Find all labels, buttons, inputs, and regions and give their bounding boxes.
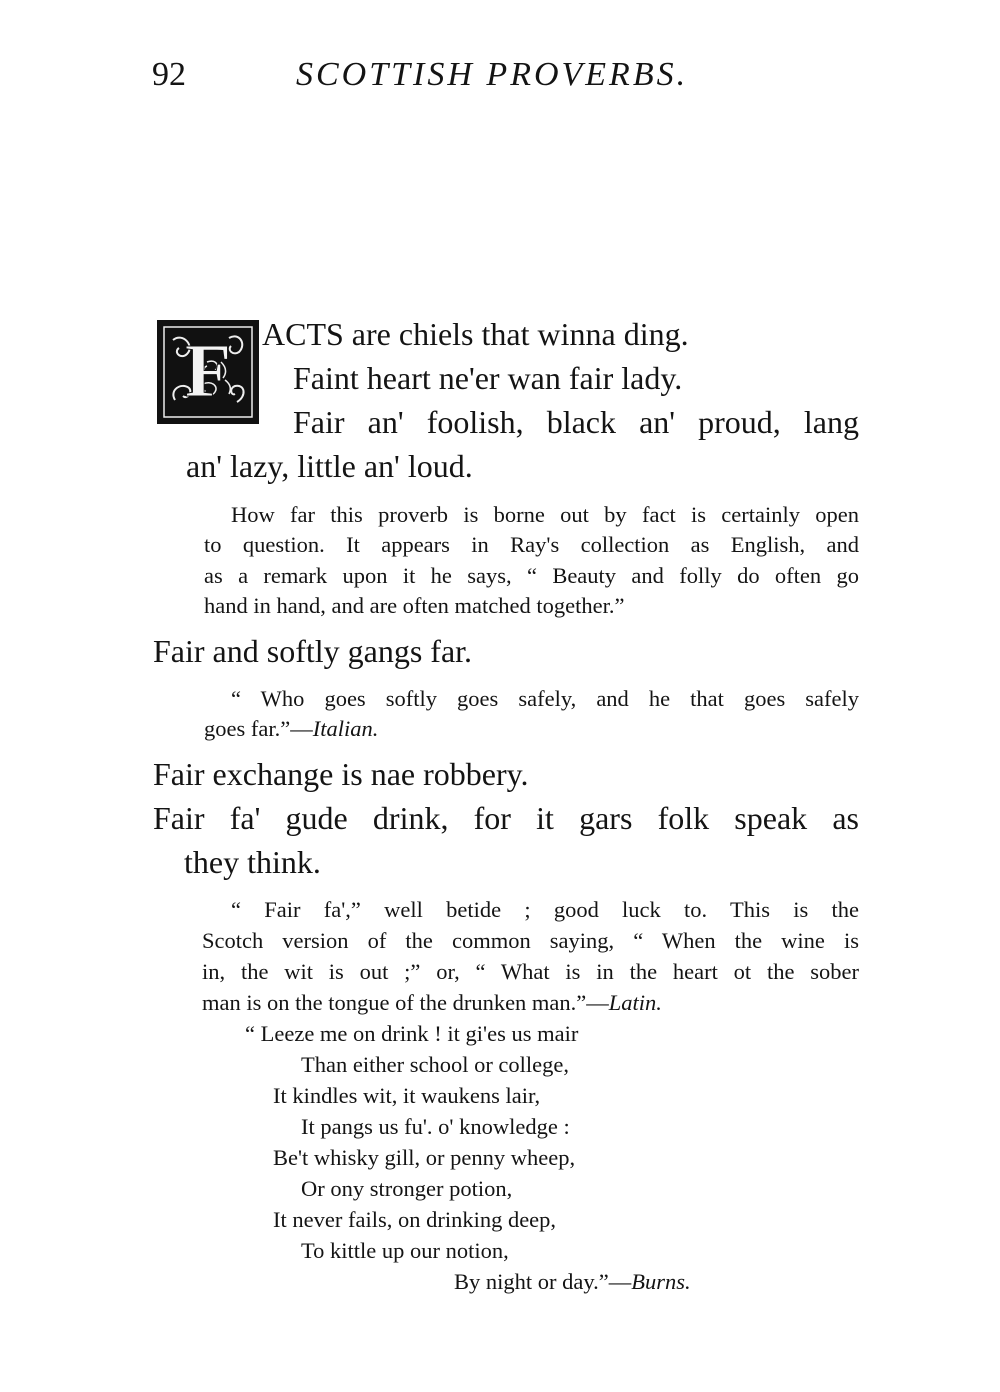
commentary-line — [231, 897, 859, 923]
poem-line: It never fails, on drinking deep, — [273, 1207, 557, 1232]
poem-line: It kindles wit, it waukens lair, — [273, 1083, 541, 1108]
commentary-text: How far this proverb is borne out by fact is certainly open — [231, 502, 859, 527]
proverb-line: Fair fa' gude drink, for it gars folk speak as — [153, 800, 859, 836]
poem-line: Than either school or college, — [301, 1052, 570, 1077]
commentary-line — [202, 990, 662, 1016]
proverb-fair-and-softly: Fair and softly gangs far. — [153, 633, 473, 669]
commentary-text: “ Who goes softly goes safely, and he that goes safely — [231, 686, 859, 711]
commentary-text: goes far.”— — [204, 716, 313, 741]
commentary-text: to question. It appears in Ray's collection as English, and — [204, 532, 859, 557]
commentary-text: “ Fair fa',” well betide ; good luck to. This is the — [231, 897, 859, 922]
poem-line: To kittle up our notion, — [301, 1238, 509, 1263]
proverb-line: Fair an' foolish, black an' proud, lang — [293, 404, 859, 440]
proverb-fair-exchange: Fair exchange is nae robbery. — [153, 756, 529, 792]
commentary-text: hand in hand, and are often matched together.” — [204, 593, 625, 618]
proverb-faint-heart: Faint heart ne'er wan fair lady. — [293, 360, 683, 396]
poem-text: By night or day.”— — [454, 1269, 632, 1294]
commentary-text: man is on the tongue of the drunken man.”— — [202, 990, 609, 1015]
commentary-line — [231, 502, 859, 528]
commentary-line — [202, 959, 859, 985]
running-title: SCOTTISH PROVERBS. — [296, 56, 689, 93]
proverb-fair-fa-cont: they think. — [184, 844, 321, 880]
proverb-facts: ACTS are chiels that winna ding. — [262, 316, 689, 352]
proverb-fair-fa — [153, 800, 859, 837]
poem-line: “ Leeze me on drink ! it gi'es us mair — [245, 1021, 579, 1046]
drop-cap-ornament-icon — [159, 322, 257, 422]
proverb-fair-an-foolish-cont: an' lazy, little an' loud. — [186, 448, 473, 484]
commentary-line — [204, 532, 859, 558]
commentary-line — [204, 563, 859, 589]
proverb-fair-an-foolish — [293, 404, 859, 441]
commentary-line — [231, 686, 859, 712]
commentary-line — [204, 716, 378, 742]
drop-cap-letter: F — [184, 329, 232, 413]
poem-line: Be't whisky gill, or penny wheep, — [273, 1145, 576, 1170]
source-attribution: Italian. — [312, 716, 379, 741]
source-attribution: Latin. — [608, 990, 662, 1015]
commentary-line — [202, 928, 859, 954]
commentary-text: as a remark upon it he says, “ Beauty and folly do often go — [204, 563, 859, 588]
commentary-text: Scotch version of the common saying, “ When the wine is — [202, 928, 859, 953]
page-number: 92 — [152, 56, 186, 93]
poem-line: It pangs us fu'. o' knowledge : — [301, 1114, 570, 1139]
poem-attribution: Burns. — [631, 1269, 691, 1294]
poem-final-line — [454, 1269, 691, 1295]
poem-line: Or ony stronger potion, — [301, 1176, 513, 1201]
ornamental-drop-cap — [157, 320, 259, 424]
commentary-text: in, the wit is out ;” or, “ What is in the heart ot the sober — [202, 959, 859, 984]
